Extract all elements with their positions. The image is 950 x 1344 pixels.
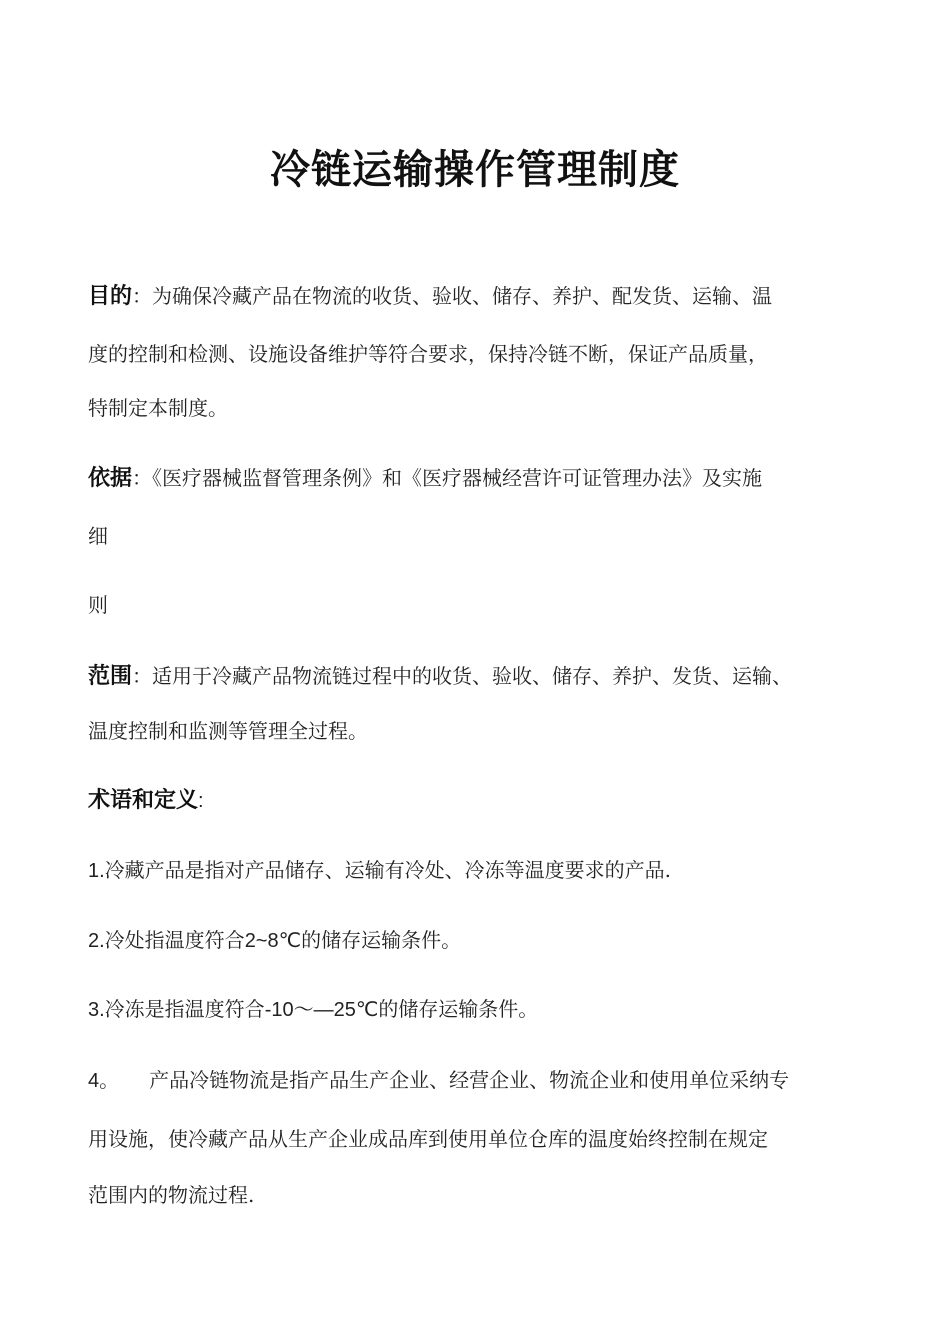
terms-heading-line: [88, 786, 204, 815]
purpose-line-1: [88, 282, 772, 311]
term-item-3: [88, 995, 538, 1024]
basis-text-3: 则: [88, 593, 108, 617]
basis-text-2: 细: [88, 524, 108, 548]
scope-heading: 范围: [88, 664, 133, 689]
purpose-text-3: 特制定本制度。: [88, 396, 228, 420]
term-3-text-b: 的储存运输条件。: [378, 997, 539, 1021]
term-item-4: [88, 1066, 789, 1095]
term-3-text-a: 冷冻是指温度符合: [104, 997, 265, 1021]
term-4-text-2: 用设施，使冷藏产品从生产企业成品库到使用单位仓库的温度始终控制在规定: [88, 1127, 768, 1151]
term-4-text-3: 范围内的物流过程.: [88, 1183, 255, 1207]
term-2-text-a: 冷处指温度符合: [104, 928, 245, 952]
terms-colon: :: [198, 790, 204, 812]
term-4-text-1: 产品冷链物流是指产品生产企业、经营企业、物流企业和使用单位采纳专: [149, 1068, 790, 1092]
document-title: 冷链运输操作管理制度: [270, 147, 680, 193]
term-3-value: -10～—25℃: [264, 999, 379, 1021]
term-1-number: 1.: [88, 860, 105, 882]
scope-text-1: 适用于冷藏产品物流链过程中的收货、验收、储存、养护、发货、运输、: [152, 664, 793, 688]
scope-line-1: [88, 662, 792, 691]
scope-colon: ：: [132, 664, 153, 688]
terms-heading: 术语和定义: [88, 788, 199, 813]
term-item-2: [88, 926, 461, 955]
basis-text-1: 《医疗器械监督管理条例》和《医疗器械经营许可证管理办法》及实施: [152, 466, 763, 490]
term-2-text-b: 的储存运输条件。: [301, 928, 462, 952]
term-3-number: 3.: [88, 999, 105, 1021]
scope-text-2: 温度控制和监测等管理全过程。: [88, 719, 368, 743]
term-2-number: 2.: [88, 930, 105, 952]
purpose-heading: 目的: [88, 284, 133, 309]
purpose-text-1: 为确保冷藏产品在物流的收货、验收、储存、养护、配发货、运输、温: [152, 284, 773, 308]
basis-heading: 依据: [88, 466, 133, 491]
term-2-value: 2~8℃: [244, 930, 302, 952]
purpose-text-2: 度的控制和检测、设施设备维护等符合要求，保持冷链不断，保证产品质量，: [88, 342, 768, 366]
term-4-number: 4。: [88, 1070, 120, 1092]
basis-colon: ：: [132, 466, 153, 490]
basis-line-1: [88, 464, 762, 493]
term-item-1: [88, 856, 671, 885]
term-1-text: 冷藏产品是指对产品储存、运输有冷处、冷冻等温度要求的产品.: [104, 858, 672, 882]
purpose-colon: ：: [132, 284, 153, 308]
